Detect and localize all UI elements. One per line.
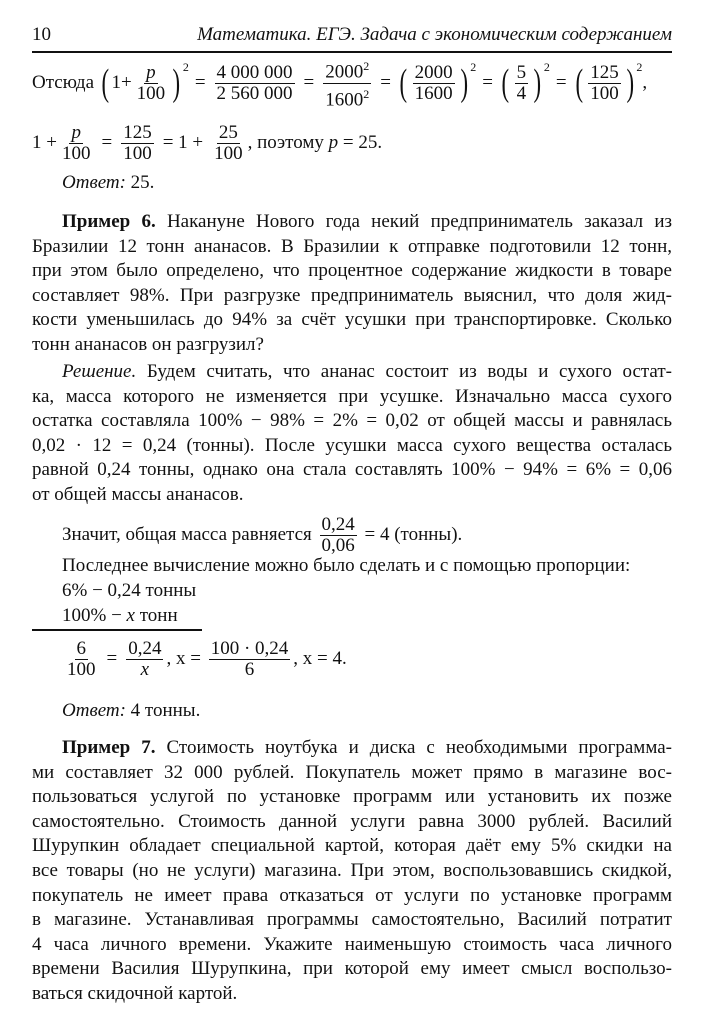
example-7-line [32, 810, 672, 834]
fraction: $\frac{25}{100}$ [214, 121, 243, 164]
solution-6-line [32, 385, 672, 409]
fraction: $\frac{0,24}{0,06}$ [321, 513, 355, 556]
example-6-text: Накануне Нового года некий предприниматель заказал из [166, 211, 672, 232]
solution-6-text: 0,02 · 12 = 0,24 (тонны). После усушки масса сухого вещества осталась [32, 434, 672, 456]
example-6-line [32, 259, 672, 283]
fraction: 2000 1600 [414, 61, 453, 104]
solution-6-label: Решение. [62, 361, 137, 382]
page-number: 10 [32, 24, 51, 45]
example-7-line [32, 761, 672, 785]
solution-6-line [32, 483, 672, 507]
formula-2: 1 + $\frac{p}{100}$ = $\frac{125}{100}$ = 1 + $\frac{25}{100}$ , поэтому p = 25. [32, 121, 383, 164]
example-6-text: тонн ананасов он разгрузил? [32, 334, 264, 355]
running-title: Математика. ЕГЭ. Задача с экономическим содержанием [197, 24, 672, 45]
example-6-line [32, 284, 672, 308]
answer-2: Ответ: 4 тонны. [62, 700, 201, 721]
solution-6-text: Будем считать, что ананас состоит из воды и сухого остат- [146, 361, 672, 382]
answer-1: Ответ: 25. [62, 172, 155, 193]
header-rule [32, 51, 672, 53]
example-6-line [32, 235, 672, 259]
example-7-text: в магазине. Устанавливая программы самостоятельно, Василий потратит [32, 909, 672, 931]
example-7-text: пользоваться услугой по установке программ или установить их позже [32, 786, 672, 808]
example-6-line [32, 333, 672, 357]
formula-1: Отсюда ( 1+ $\frac{p}{100}$ ) $^2$ = $\frac{4 000 000}{2 560 000}$ = $\frac{2000^2}{1600^2}$ = ( 2000 1600 ) $^2$ = ( 5 4 ) $^2$ = ( 125 100 ) $^2$ , [32, 60, 647, 106]
example-7-line [32, 908, 672, 932]
example-7-line [32, 982, 672, 1006]
example-6-text: кости уменьшилась до 94% за счёт усушки при транспортировке. Сколько [32, 309, 672, 331]
example-6-text: при этом было определено, что процентное содержание жидкости в товаре [32, 260, 672, 282]
solution-6-line [32, 409, 672, 433]
example-6-text: составляет 98%. При разгрузке предприниматель выяснил, что доля жид- [32, 284, 672, 306]
proportion-rule [32, 629, 202, 631]
example-7-text: времени Василия Шурупкина, при которой ему имеет смысл воспользо- [32, 958, 672, 980]
conclusion-line: Значит, общая масса равняется $\frac{0,24}{0,06}$ = 4 (тонны). [62, 513, 463, 556]
example-6-line [62, 210, 672, 234]
example-7-line [32, 859, 672, 883]
solution-6-text: от общей массы ананасов. [32, 484, 244, 505]
formula-text: 1 + [32, 132, 57, 153]
solution-6-line [32, 434, 672, 458]
example-7-text: 4 часа личного времени. Укажите наименьшую стоимость часа личного [32, 933, 672, 955]
fraction: $\frac{p}{100}$ [136, 61, 166, 104]
fraction: $\frac{100 \cdot 0,24}{6}$ [210, 637, 289, 680]
proportion-intro: Последнее вычисление можно было сделать и с помощью пропорции: [62, 555, 631, 576]
example-7-text: Шурупкин обладает специальной картой, которая даёт ему 5% скидки на [32, 835, 672, 857]
example-7-label: Пример 7. [62, 737, 156, 758]
example-6-line [32, 308, 672, 332]
example-7-text: Стоимость ноутбука и диска с необходимыми программа- [166, 737, 672, 758]
solution-6-line [32, 458, 672, 482]
fraction: 5 4 [516, 61, 527, 104]
proportion-row-1: 6% − 0,24 тонны [62, 580, 197, 601]
example-7-line [32, 957, 672, 981]
example-7-text: покупатель не имеет права отказаться от услуги по установке программ [32, 884, 672, 906]
fraction: $\frac{2000^2}{1600^2}$ [323, 56, 371, 110]
example-7-line [62, 736, 672, 760]
example-7-text: все товары (но не услуги) магазина. При этом, воспользовавшись скидкой, [32, 860, 672, 881]
example-7-line [32, 785, 672, 809]
fraction: $\frac{p}{100}$ [61, 121, 91, 164]
solution-6-text: остатка составляла 100% − 98% = 2% = 0,02 от общей массы и равнялась [32, 410, 672, 432]
fraction: $\frac{4 000 000}{2 560 000}$ [216, 61, 293, 104]
example-7-text: ми составляет 32 000 рублей. Покупатель может прямо в магазине вос- [32, 761, 672, 783]
formula-text: 1+ [111, 72, 132, 93]
example-7-line [32, 933, 672, 957]
example-7-line [32, 834, 672, 858]
fraction: $\frac{0,24}{x}$ [128, 637, 162, 680]
fraction: $\frac{125}{100}$ [123, 121, 152, 164]
example-7-text: ваться скидочной картой. [32, 983, 238, 1004]
formula-text: Отсюда [32, 72, 95, 93]
solution-6-text: равной 0,24 тонны, однако она стала составлять 100% − 94% = 6% = 0,06 [32, 459, 672, 481]
proportion-row-2: 100% − x тонн [62, 605, 178, 626]
example-6-label: Пример 6. [62, 211, 156, 232]
fraction: 125 100 [590, 61, 619, 104]
example-7-text: самостоятельно. Стоимость данной услуги равна 3000 рублей. Василий [32, 810, 672, 832]
proportion-formula: $\frac{6}{100}$ = $\frac{0,24}{x}$ , x = $\frac{100 \cdot 0,24}{6}$ , x = 4. [67, 637, 347, 680]
solution-6-text: ка, масса которого не изменяется при усушке. Изначально масса сухого [32, 385, 672, 407]
example-7-line [32, 884, 672, 908]
example-6-text: Бразилии 12 тонн ананасов. В Бразилии к отправке подготовили 12 тонн, [32, 235, 672, 257]
fraction: $\frac{6}{100}$ [67, 637, 96, 680]
solution-6-line [62, 360, 672, 384]
